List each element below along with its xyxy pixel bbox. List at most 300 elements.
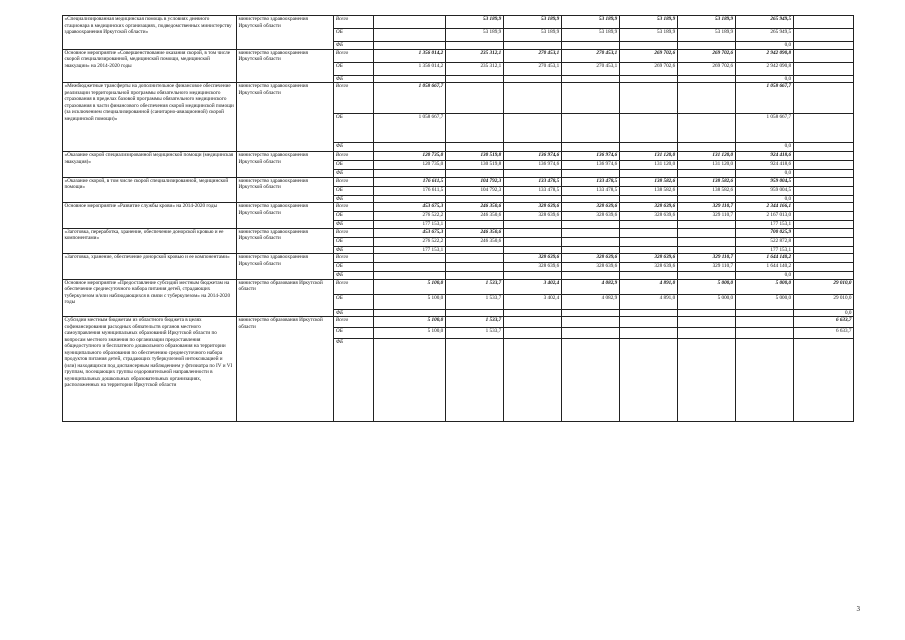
amount-cell	[619, 114, 677, 143]
funding-source-cell: ФБ	[334, 221, 373, 229]
amount-cell	[373, 16, 445, 29]
program-name-cell: «Оказание скорой специализированной медицинской помощи (медицинская эвакуация)»	[63, 152, 237, 178]
amount-cell	[677, 309, 735, 317]
amount-cell: 959 004,5	[735, 186, 793, 195]
amount-cell	[445, 83, 503, 114]
amount-cell: 104 792,3	[445, 186, 503, 195]
amount-cell	[793, 42, 853, 50]
table-row	[63, 254, 854, 263]
amount-cell: 453 675,3	[373, 228, 445, 237]
amount-cell	[793, 212, 853, 221]
amount-cell: 53 189,9	[561, 16, 619, 29]
program-name-cell: Основное мероприятие «Развитие службы крови» на 2014-2020 годы	[63, 203, 237, 229]
program-name-cell: «Оказание скорой, в том числе скорой специализированной, медицинской помощи»	[63, 177, 237, 203]
amount-cell	[561, 237, 619, 246]
amount-cell	[373, 339, 445, 422]
amount-cell	[619, 75, 677, 83]
amount-cell: 6 633,7	[793, 317, 853, 328]
amount-cell: 104 792,3	[445, 177, 503, 186]
amount-cell: 328 639,6	[503, 203, 561, 212]
amount-cell	[503, 309, 561, 317]
funding-source-cell: ОБ	[334, 161, 373, 170]
funding-source-cell: Всего	[334, 203, 373, 212]
amount-cell	[677, 339, 735, 422]
amount-cell	[793, 246, 853, 254]
executor-cell: министерство здравоохранения Иркутской области	[236, 228, 333, 254]
amount-cell: 522 872,8	[735, 237, 793, 246]
program-name-cell: «Специализированная медицинская помощь в условиях дневного стационара в медицинских организациях, подведомственных министерству здравоохранения Иркутской области»	[63, 16, 237, 50]
amount-cell: 177 153,1	[735, 221, 793, 229]
amount-cell	[373, 170, 445, 178]
amount-cell	[793, 143, 853, 152]
amount-cell	[561, 339, 619, 422]
amount-cell	[793, 114, 853, 143]
amount-cell: 138 582,6	[619, 186, 677, 195]
table-row	[63, 152, 854, 161]
program-name-cell: «Заготовка, хранение, обеспечение донорской кровью и ее компонентами»	[63, 254, 237, 280]
amount-cell: 4 891,0	[619, 279, 677, 294]
funding-source-cell: ФБ	[334, 246, 373, 254]
executor-cell: министерство здравоохранения Иркутской области	[236, 152, 333, 178]
amount-cell: 176 611,5	[373, 186, 445, 195]
amount-cell	[373, 143, 445, 152]
amount-cell	[503, 328, 561, 339]
amount-cell: 329 110,7	[677, 212, 735, 221]
funding-source-cell: ФБ	[334, 75, 373, 83]
amount-cell	[561, 42, 619, 50]
amount-cell: 133 478,5	[503, 186, 561, 195]
amount-cell	[561, 246, 619, 254]
amount-cell	[735, 339, 793, 422]
amount-cell	[445, 143, 503, 152]
amount-cell	[503, 317, 561, 328]
amount-cell: 53 189,9	[561, 29, 619, 42]
amount-cell: 328 639,6	[619, 212, 677, 221]
amount-cell	[677, 317, 735, 328]
amount-cell: 265 949,5	[735, 16, 793, 29]
amount-cell	[677, 195, 735, 203]
amount-cell: 177 153,1	[373, 246, 445, 254]
amount-cell: 924 418,6	[735, 152, 793, 161]
amount-cell	[445, 170, 503, 178]
amount-cell: 138 582,6	[677, 177, 735, 186]
table-row	[63, 279, 854, 294]
amount-cell	[373, 263, 445, 272]
funding-source-cell: Всего	[334, 177, 373, 186]
amount-cell: 5 100,0	[373, 294, 445, 309]
funding-source-cell: ОБ	[334, 263, 373, 272]
amount-cell: 269 702,6	[677, 49, 735, 62]
funding-source-cell: ОБ	[334, 29, 373, 42]
program-name-cell: Основное мероприятие «Предоставление субсидий местным бюджетам на обеспечение среднесуточного набора питания детей, страдающих туберкулезом и/или наблюдающихся в связи с туберкулезом» на 2014-2020 годы	[63, 279, 237, 317]
amount-cell: 924 418,6	[735, 161, 793, 170]
amount-cell	[793, 29, 853, 42]
funding-source-cell: ОБ	[334, 62, 373, 75]
amount-cell: 2 942 090,8	[735, 62, 793, 75]
amount-cell: 328 639,6	[561, 263, 619, 272]
amount-cell	[561, 195, 619, 203]
amount-cell: 265 949,5	[735, 29, 793, 42]
amount-cell: 131 120,0	[619, 152, 677, 161]
amount-cell: 138 582,6	[619, 177, 677, 186]
amount-cell	[677, 246, 735, 254]
amount-cell: 177 153,1	[735, 246, 793, 254]
amount-cell	[619, 228, 677, 237]
amount-cell	[445, 75, 503, 83]
funding-source-cell: Всего	[334, 317, 373, 328]
amount-cell	[503, 339, 561, 422]
amount-cell: 5 000,0	[677, 279, 735, 294]
funding-source-cell: ФБ	[334, 339, 373, 422]
amount-cell: 5 100,0	[373, 328, 445, 339]
amount-cell	[561, 75, 619, 83]
amount-cell: 131 120,0	[677, 152, 735, 161]
amount-cell: 1 356 014,2	[373, 49, 445, 62]
amount-cell	[561, 317, 619, 328]
amount-cell	[503, 83, 561, 114]
amount-cell: 328 639,6	[619, 203, 677, 212]
funding-source-cell: ОБ	[334, 328, 373, 339]
amount-cell: 1 058 667,7	[735, 83, 793, 114]
funding-source-cell: ОБ	[334, 212, 373, 221]
amount-cell	[735, 317, 793, 328]
amount-cell: 1 533,7	[445, 294, 503, 309]
amount-cell	[373, 272, 445, 280]
table-row	[63, 16, 854, 29]
executor-cell: министерство здравоохранения Иркутской области	[236, 16, 333, 50]
amount-cell	[561, 221, 619, 229]
amount-cell	[793, 203, 853, 212]
amount-cell	[677, 42, 735, 50]
amount-cell	[677, 170, 735, 178]
amount-cell: 53 189,9	[503, 29, 561, 42]
amount-cell: 328 639,6	[503, 254, 561, 263]
amount-cell: 5 000,0	[735, 294, 793, 309]
amount-cell	[677, 75, 735, 83]
amount-cell: 130 519,8	[445, 152, 503, 161]
amount-cell: 246 350,6	[445, 203, 503, 212]
amount-cell	[619, 328, 677, 339]
amount-cell: 0,0	[735, 272, 793, 280]
executor-cell: министерство здравоохранения Иркутской области	[236, 177, 333, 203]
amount-cell	[561, 83, 619, 114]
funding-source-cell: Всего	[334, 16, 373, 29]
amount-cell: 6 633,7	[793, 328, 853, 339]
amount-cell: 133 478,5	[561, 177, 619, 186]
amount-cell	[561, 143, 619, 152]
amount-cell: 5 100,0	[373, 279, 445, 294]
executor-cell: министерство образования Иркутской области	[236, 317, 333, 422]
amount-cell: 0,0	[735, 143, 793, 152]
amount-cell	[503, 143, 561, 152]
amount-cell	[503, 114, 561, 143]
amount-cell: 2 167 013,0	[735, 212, 793, 221]
amount-cell: 1 058 667,7	[373, 83, 445, 114]
amount-cell	[793, 161, 853, 170]
amount-cell: 329 110,7	[677, 263, 735, 272]
amount-cell	[373, 29, 445, 42]
amount-cell	[373, 42, 445, 50]
amount-cell: 2 344 166,1	[735, 203, 793, 212]
amount-cell: 53 189,9	[677, 16, 735, 29]
amount-cell: 133 478,5	[503, 177, 561, 186]
funding-source-cell: ФБ	[334, 195, 373, 203]
funding-source-cell: ОБ	[334, 186, 373, 195]
amount-cell	[561, 328, 619, 339]
amount-cell: 5 000,0	[735, 279, 793, 294]
amount-cell	[619, 246, 677, 254]
amount-cell	[373, 195, 445, 203]
amount-cell	[561, 272, 619, 280]
amount-cell	[793, 75, 853, 83]
amount-cell	[619, 309, 677, 317]
amount-cell: 0,0	[793, 309, 853, 317]
program-name-cell: Основное мероприятие «Совершенствование оказания скорой, в том числе скорой специализированной, медицинской помощи, медицинской эвакуации» на 2014-2020 годы	[63, 49, 237, 83]
amount-cell: 136 974,6	[503, 152, 561, 161]
program-name-cell: Субсидии местным бюджетам из областного бюджета в целях софинансирования расходных обязательств органов местного самоуправления муниципальных образований Иркутской области по вопросам местного значения по организации предоставления общедоступного и бесплатного дошкольного образования на территории муниципального образования по обеспечению среднесуточного набора продуктов питания детей, страдающих туберкулезной интоксикацией и (или) находящихся под диспансерным наблюдением у фтизиатра по IV и VI группам, посещающих группы оздоровительной направленности в муниципальных дошкольных образовательных организациях, расположенных на территории Иркутской области	[63, 317, 237, 422]
amount-cell: 0,0	[735, 170, 793, 178]
amount-cell	[793, 49, 853, 62]
amount-cell	[793, 195, 853, 203]
amount-cell	[503, 42, 561, 50]
amount-cell	[503, 228, 561, 237]
amount-cell: 959 004,5	[735, 177, 793, 186]
amount-cell: 328 639,6	[619, 254, 677, 263]
amount-cell: 246 350,6	[445, 237, 503, 246]
funding-source-cell: ФБ	[334, 272, 373, 280]
amount-cell: 1 533,7	[445, 328, 503, 339]
amount-cell: 276 522,2	[373, 212, 445, 221]
budget-table	[62, 15, 854, 422]
executor-cell: министерство здравоохранения Иркутской области	[236, 254, 333, 280]
table-row	[63, 177, 854, 186]
amount-cell: 328 639,6	[561, 254, 619, 263]
amount-cell: 5 000,0	[677, 294, 735, 309]
funding-source-cell: ФБ	[334, 143, 373, 152]
amount-cell: 269 702,6	[619, 49, 677, 62]
amount-cell	[445, 195, 503, 203]
amount-cell: 328 639,6	[503, 212, 561, 221]
amount-cell: 269 702,6	[677, 62, 735, 75]
amount-cell	[445, 339, 503, 422]
amount-cell: 1 356 014,2	[373, 62, 445, 75]
amount-cell	[373, 254, 445, 263]
amount-cell	[793, 186, 853, 195]
amount-cell: 131 120,0	[619, 161, 677, 170]
amount-cell	[793, 170, 853, 178]
amount-cell	[793, 177, 853, 186]
amount-cell: 176 611,5	[373, 177, 445, 186]
amount-cell	[503, 75, 561, 83]
amount-cell: 53 189,9	[619, 29, 677, 42]
funding-source-cell: Всего	[334, 228, 373, 237]
amount-cell	[619, 143, 677, 152]
amount-cell	[503, 170, 561, 178]
amount-cell	[445, 42, 503, 50]
amount-cell: 328 639,6	[619, 263, 677, 272]
amount-cell	[793, 228, 853, 237]
amount-cell	[445, 114, 503, 143]
amount-cell	[677, 143, 735, 152]
amount-cell: 120 735,0	[373, 152, 445, 161]
amount-cell	[793, 237, 853, 246]
executor-cell: министерство здравоохранения Иркутской области	[236, 49, 333, 83]
funding-source-cell: Всего	[334, 279, 373, 294]
amount-cell: 29 010,0	[793, 279, 853, 294]
amount-cell: 1 533,7	[445, 279, 503, 294]
amount-cell	[619, 317, 677, 328]
amount-cell: 270 453,1	[503, 62, 561, 75]
amount-cell: 53 189,9	[503, 16, 561, 29]
amount-cell	[619, 42, 677, 50]
amount-cell: 3 402,4	[503, 279, 561, 294]
funding-source-cell: Всего	[334, 152, 373, 161]
amount-cell: 131 120,0	[677, 161, 735, 170]
amount-cell: 269 702,6	[619, 62, 677, 75]
funding-source-cell: ФБ	[334, 42, 373, 50]
amount-cell	[793, 83, 853, 114]
amount-cell: 235 312,1	[445, 62, 503, 75]
amount-cell: 270 453,1	[561, 49, 619, 62]
table-row	[63, 49, 854, 62]
funding-source-cell: Всего	[334, 49, 373, 62]
amount-cell: 3 402,4	[503, 294, 561, 309]
amount-cell	[445, 246, 503, 254]
amount-cell	[503, 246, 561, 254]
amount-cell	[503, 237, 561, 246]
amount-cell: 329 110,7	[677, 203, 735, 212]
amount-cell	[793, 62, 853, 75]
amount-cell	[373, 309, 445, 317]
amount-cell	[677, 272, 735, 280]
funding-source-cell: Всего	[334, 254, 373, 263]
amount-cell: 133 478,5	[561, 186, 619, 195]
amount-cell	[619, 170, 677, 178]
amount-cell	[619, 83, 677, 114]
funding-source-cell: ОБ	[334, 294, 373, 309]
amount-cell: 246 350,6	[445, 212, 503, 221]
amount-cell	[619, 221, 677, 229]
amount-cell: 270 453,1	[561, 62, 619, 75]
amount-cell: 276 522,2	[373, 237, 445, 246]
amount-cell	[373, 75, 445, 83]
amount-cell	[445, 254, 503, 263]
amount-cell	[735, 309, 793, 317]
amount-cell: 2 942 090,8	[735, 49, 793, 62]
amount-cell	[677, 221, 735, 229]
executor-cell: министерство здравоохранения Иркутской области	[236, 83, 333, 152]
amount-cell: 177 153,1	[373, 221, 445, 229]
funding-source-cell: ОБ	[334, 237, 373, 246]
amount-cell	[793, 16, 853, 29]
amount-cell	[561, 309, 619, 317]
amount-cell: 130 519,8	[445, 161, 503, 170]
funding-source-cell: ФБ	[334, 309, 373, 317]
amount-cell: 329 110,7	[677, 254, 735, 263]
amount-cell: 0,0	[735, 42, 793, 50]
page-number: 3	[856, 605, 860, 613]
funding-source-cell: ОБ	[334, 114, 373, 143]
amount-cell	[619, 339, 677, 422]
amount-cell: 328 639,6	[561, 203, 619, 212]
amount-cell: 700 025,9	[735, 228, 793, 237]
amount-cell	[445, 309, 503, 317]
amount-cell	[793, 339, 853, 422]
amount-cell: 1 058 667,7	[373, 114, 445, 143]
amount-cell	[561, 228, 619, 237]
program-name-cell: «Заготовка, переработка, хранение, обеспечение донорской кровью и ее компонентами»	[63, 228, 237, 254]
amount-cell	[619, 272, 677, 280]
amount-cell: 0,0	[735, 75, 793, 83]
amount-cell: 53 189,9	[619, 16, 677, 29]
amount-cell	[445, 263, 503, 272]
amount-cell: 235 312,1	[445, 49, 503, 62]
amount-cell	[793, 263, 853, 272]
amount-cell: 246 350,6	[445, 228, 503, 237]
funding-source-cell: Всего	[334, 83, 373, 114]
amount-cell	[735, 328, 793, 339]
program-name-cell: «Межбюджетные трансферты на дополнительное финансовое обеспечение реализации территориальной программы обязательного медицинского страхования в пределах базовой программы обязательного медицинского страхования в части финансового обеспечения скорой медицинской помощи (за исключением специализированной (санитарно-авиационной) скорой медицинской помощи)»	[63, 83, 237, 152]
amount-cell: 0,0	[735, 195, 793, 203]
funding-source-cell: ФБ	[334, 170, 373, 178]
amount-cell	[677, 328, 735, 339]
amount-cell	[503, 195, 561, 203]
amount-cell	[793, 254, 853, 263]
amount-cell: 120 735,0	[373, 161, 445, 170]
table-row	[63, 203, 854, 212]
amount-cell	[503, 221, 561, 229]
amount-cell	[445, 221, 503, 229]
executor-cell: министерство образования Иркутской области	[236, 279, 333, 317]
amount-cell: 1 644 140,2	[735, 254, 793, 263]
amount-cell: 53 189,9	[445, 29, 503, 42]
amount-cell	[677, 237, 735, 246]
amount-cell: 5 100,0	[373, 317, 445, 328]
table-row	[63, 228, 854, 237]
amount-cell: 53 189,9	[677, 29, 735, 42]
amount-cell	[793, 152, 853, 161]
amount-cell	[793, 221, 853, 229]
amount-cell	[445, 272, 503, 280]
amount-cell: 328 639,6	[561, 212, 619, 221]
amount-cell: 1 058 667,7	[735, 114, 793, 143]
amount-cell: 136 974,6	[561, 161, 619, 170]
amount-cell: 136 974,6	[561, 152, 619, 161]
amount-cell	[793, 272, 853, 280]
amount-cell: 29 010,0	[793, 294, 853, 309]
amount-cell: 138 582,6	[677, 186, 735, 195]
amount-cell: 453 675,3	[373, 203, 445, 212]
amount-cell: 1 533,7	[445, 317, 503, 328]
table-row	[63, 83, 854, 114]
amount-cell: 136 974,6	[503, 161, 561, 170]
amount-cell: 4 891,0	[619, 294, 677, 309]
amount-cell: 328 639,6	[503, 263, 561, 272]
amount-cell	[561, 114, 619, 143]
amount-cell: 270 453,1	[503, 49, 561, 62]
amount-cell	[677, 83, 735, 114]
amount-cell: 1 644 140,2	[735, 263, 793, 272]
table-row	[63, 317, 854, 328]
executor-cell: министерство здравоохранения Иркутской области	[236, 203, 333, 229]
amount-cell	[561, 170, 619, 178]
amount-cell	[503, 272, 561, 280]
amount-cell	[677, 114, 735, 143]
amount-cell: 4 082,9	[561, 279, 619, 294]
amount-cell	[677, 228, 735, 237]
amount-cell	[619, 237, 677, 246]
amount-cell: 4 082,9	[561, 294, 619, 309]
